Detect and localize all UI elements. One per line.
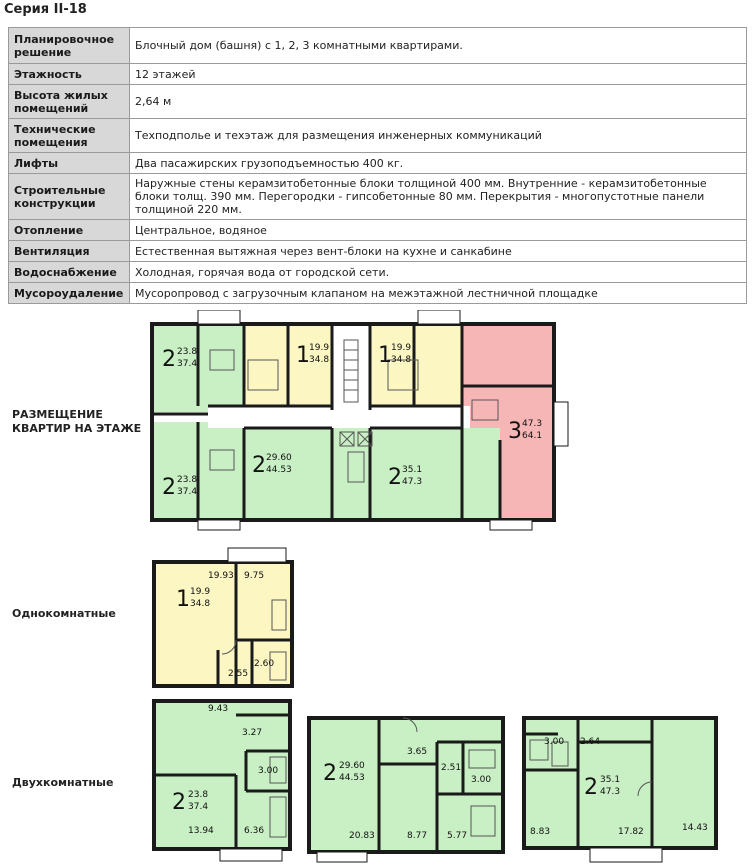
room-area-label: 2.60 (254, 659, 275, 669)
floor-unit-living: 19.9 (309, 343, 330, 353)
two-room-b-rooms: 2 (323, 761, 337, 786)
floor-unit-total: 47.3 (402, 477, 423, 487)
specs-table (8, 27, 747, 304)
spec-row (9, 64, 747, 85)
spec-row (9, 241, 747, 262)
room-area-label: 14.43 (682, 823, 708, 833)
floor-unit-rooms: 3 (508, 419, 522, 444)
floor-unit-total: 37.4 (177, 487, 198, 497)
spec-label: Высота жилых помещений (9, 85, 130, 119)
floor-unit-rooms: 1 (296, 343, 310, 368)
spec-value: Холодная, горячая вода от городской сети. (130, 262, 747, 283)
one-room-rooms: 1 (176, 587, 190, 612)
spec-value: 2,64 м (130, 85, 747, 119)
two-room-b-total: 44.53 (339, 773, 365, 783)
floor-section-label: РАЗМЕЩЕНИЕ КВАРТИР НА ЭТАЖЕ (12, 408, 142, 435)
spec-label: Этажность (9, 64, 130, 85)
room-area-label: 8.77 (407, 831, 428, 841)
floor-unit-total: 34.8 (391, 355, 412, 365)
spec-value: Техподполье и техэтаж для размещения инженерных коммуникаций (130, 119, 747, 153)
floor-unit-living: 47.3 (522, 419, 543, 429)
floor-unit-rooms: 1 (378, 343, 392, 368)
two-room-c-total: 47.3 (600, 787, 621, 797)
spec-value: Центральное, водяное (130, 220, 747, 241)
one-room-total: 34.8 (190, 599, 211, 609)
spec-row (9, 153, 747, 174)
spec-value: Мусоропровод с загрузочным клапаном на межэтажной лестничной площадке (130, 283, 747, 304)
spec-value: Наружные стены керамзитобетонные блоки толщиной 400 мм. Внутренние - керамзитобетонные блоки толщ. 390 мм. Перегородки - гипсобетонные 80 мм. Перекрытия - многопустотные панели толщиной 220 мм. (130, 174, 747, 220)
room-area-label: 19.93 (208, 571, 234, 581)
floor-unit-rooms: 2 (162, 475, 176, 500)
two-room-a-living: 23.8 (188, 790, 209, 800)
spec-value: Блочный дом (башня) с 1, 2, 3 комнатными квартирами. (130, 28, 747, 64)
room-area-label: 3.00 (471, 775, 492, 785)
two-room-a-rooms: 2 (172, 790, 186, 815)
two-room-section-label: Двухкомнатные (12, 776, 114, 789)
spec-label: Строительные конструкции (9, 174, 130, 220)
one-room-living: 19.9 (190, 587, 211, 597)
room-area-label: 2.51 (441, 763, 462, 773)
two-room-c-living: 35.1 (600, 775, 621, 785)
floor-unit-total: 34.8 (309, 355, 330, 365)
floor-unit-living: 29.60 (266, 453, 292, 463)
floor-plan (148, 310, 573, 532)
floor-unit-total: 44.53 (266, 465, 292, 475)
spec-row (9, 28, 747, 64)
spec-label: Мусороудаление (9, 283, 130, 304)
two-room-b-living: 29.60 (339, 761, 365, 771)
spec-value: 12 этажей (130, 64, 747, 85)
room-area-label: 3.65 (407, 747, 428, 757)
spec-row (9, 262, 747, 283)
spec-row (9, 283, 747, 304)
floor-unit-total: 64.1 (522, 431, 543, 441)
two-room-plan-b (303, 712, 513, 864)
room-area-label: 2.55 (228, 669, 249, 679)
spec-label: Водоснабжение (9, 262, 130, 283)
floor-unit-total: 37.4 (177, 359, 198, 369)
room-area-label: 3.00 (544, 737, 565, 747)
room-area-label: 3.27 (242, 728, 263, 738)
floor-unit-living: 19.9 (391, 343, 412, 353)
spec-label: Отопление (9, 220, 130, 241)
spec-label: Лифты (9, 153, 130, 174)
spec-row (9, 174, 747, 220)
room-area-label: 3.00 (258, 766, 279, 776)
room-area-label: 5.77 (447, 831, 468, 841)
page-title: Серия II-18 (4, 2, 87, 17)
spec-label: Технические помещения (9, 119, 130, 153)
floor-unit-living: 23.8 (177, 347, 198, 357)
room-area-label: 2.64 (580, 737, 601, 747)
floor-unit-rooms: 2 (252, 453, 266, 478)
two-room-c-rooms: 2 (584, 775, 598, 800)
one-room-section-label: Однокомнатные (12, 607, 116, 620)
two-room-plan-c (518, 712, 723, 867)
spec-row (9, 119, 747, 153)
floor-unit-living: 23.8 (177, 475, 198, 485)
room-area-label: 9.43 (208, 704, 229, 714)
one-room-plan (148, 540, 298, 690)
spec-row (9, 220, 747, 241)
two-room-plan-a (148, 695, 298, 865)
room-area-label: 13.94 (188, 826, 214, 836)
floor-unit-rooms: 2 (162, 347, 176, 372)
room-area-label: 8.83 (530, 827, 551, 837)
floor-unit-living: 35.1 (402, 465, 423, 475)
spec-value: Два пасажирских грузоподъемностью 400 кг. (130, 153, 747, 174)
two-room-a-total: 37.4 (188, 802, 209, 812)
room-area-label: 20.83 (349, 831, 375, 841)
room-area-label: 17.82 (618, 827, 644, 837)
spec-label: Вентиляция (9, 241, 130, 262)
room-area-label: 6.36 (244, 826, 265, 836)
spec-row (9, 85, 747, 119)
spec-value: Естественная вытяжная через вент-блоки на кухне и санкабине (130, 241, 747, 262)
room-area-label: 9.75 (244, 571, 265, 581)
floor-unit-rooms: 2 (388, 465, 402, 490)
spec-label: Планировочное решение (9, 28, 130, 64)
